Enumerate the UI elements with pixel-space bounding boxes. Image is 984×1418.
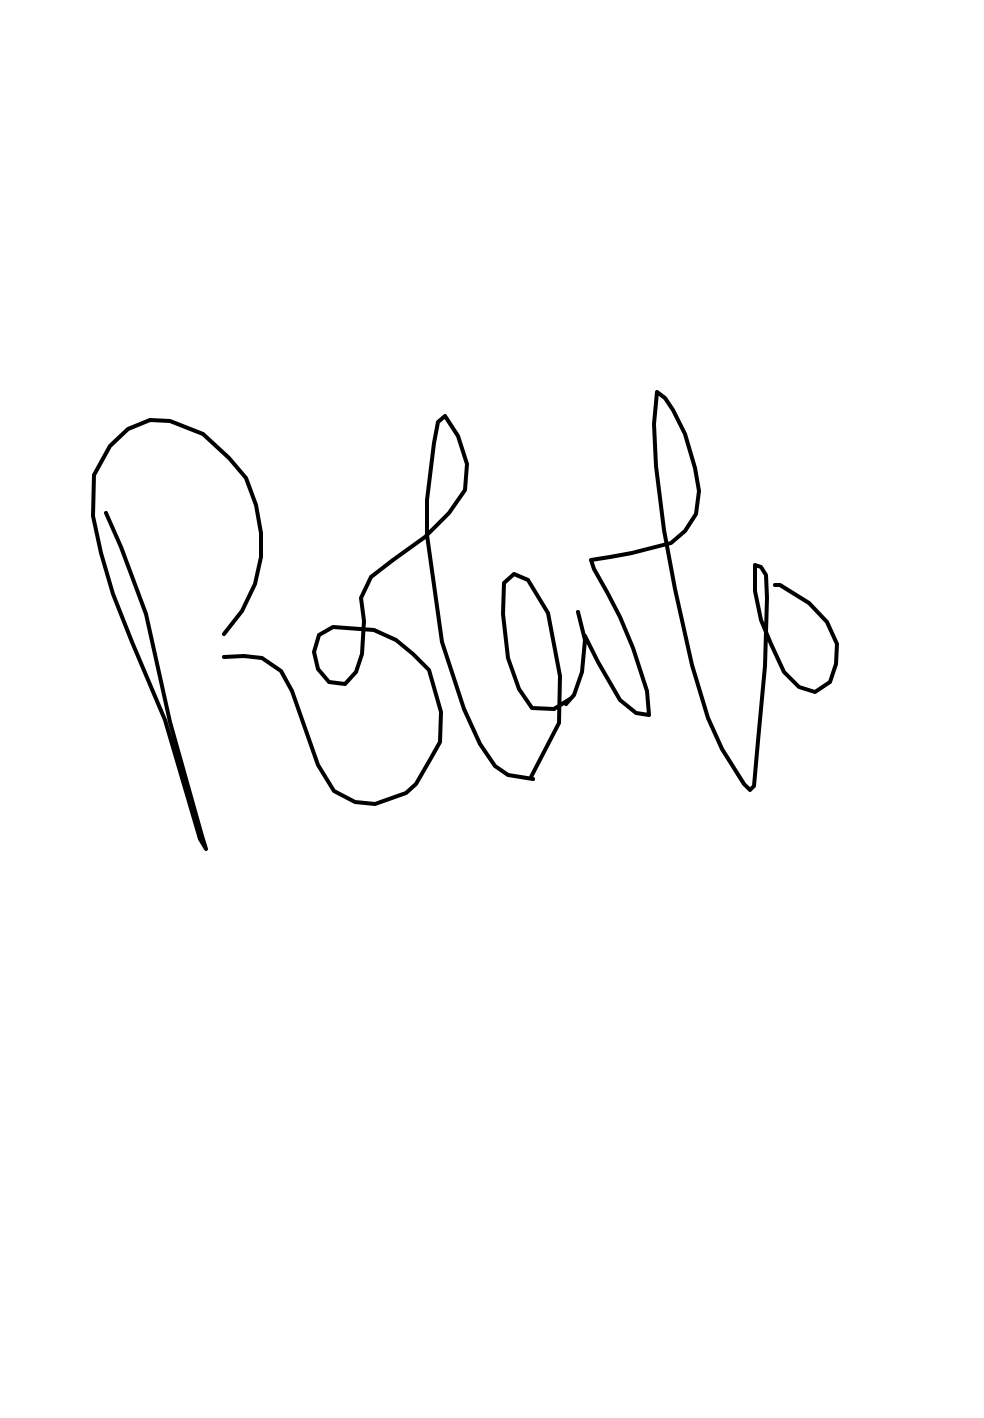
signature-stroke-r bbox=[566, 612, 585, 704]
signature-stroke-r-leg bbox=[224, 416, 533, 804]
signature-stroke-t bbox=[585, 392, 837, 790]
signature-stroke-r-bowl bbox=[93, 420, 261, 849]
signature-stroke-e bbox=[503, 574, 570, 777]
